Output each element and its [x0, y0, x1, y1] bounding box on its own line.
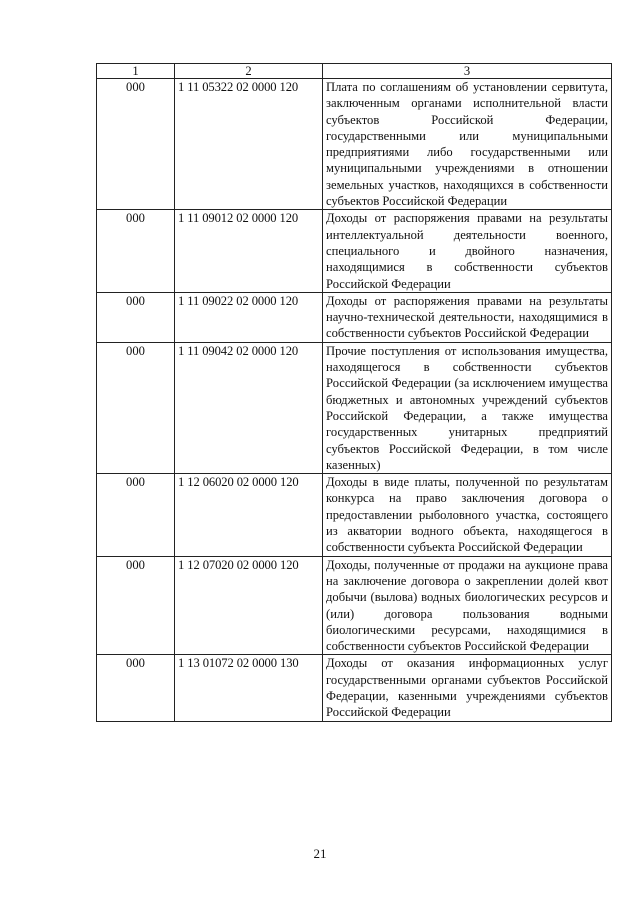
table-row — [97, 79, 612, 210]
table-row — [97, 556, 612, 655]
income-description-cell: Доходы, полученные от продажи на аукционе права на заключение договора о закреплении долей квот добычи (вылова) водных биологических ресурсов и (или) договора пользования водными биологическими ресурсами, находящимися в собственности субъектов Российской Федерации — [323, 556, 612, 655]
income-description-cell: Доходы от распоряжения правами на результаты интеллектуальной деятельности военного, специального и двойного назначения, находящимися в собственности субъектов Российской Федерации — [323, 210, 612, 292]
admin-code-cell: 000 — [97, 474, 175, 556]
budget-code-cell: 1 11 05322 02 0000 120 — [175, 79, 323, 210]
table-row — [97, 210, 612, 292]
budget-code-cell: 1 12 07020 02 0000 120 — [175, 556, 323, 655]
page-number: 21 — [313, 846, 327, 861]
budget-code-cell: 1 11 09012 02 0000 120 — [175, 210, 323, 292]
table-row — [97, 474, 612, 556]
budget-code-cell: 1 12 06020 02 0000 120 — [175, 474, 323, 556]
table-header-row — [97, 64, 612, 79]
column-header-3: 3 — [323, 64, 612, 79]
admin-code-cell: 000 — [97, 556, 175, 655]
budget-code-cell: 1 11 09042 02 0000 120 — [175, 342, 323, 473]
admin-code-cell: 000 — [97, 79, 175, 210]
column-header-1: 1 — [97, 64, 175, 79]
income-description-cell: Доходы в виде платы, полученной по результатам конкурса на право заключения договора о предоставлении рыболовного участка, состоящего из акватории водного объекта, находящегося в собственности субъекта Российской Федерации — [323, 474, 612, 556]
admin-code-cell: 000 — [97, 342, 175, 473]
income-description-cell: Доходы от оказания информационных услуг государственными органами субъектов Российской Федерации, казенными учреждениями субъектов Российской Федерации — [323, 655, 612, 721]
column-header-2: 2 — [175, 64, 323, 79]
table-row — [97, 292, 612, 342]
admin-code-cell: 000 — [97, 655, 175, 721]
income-codes-table — [96, 63, 612, 722]
budget-code-cell: 1 13 01072 02 0000 130 — [175, 655, 323, 721]
table-row — [97, 655, 612, 721]
table-row — [97, 342, 612, 473]
income-description-cell: Плата по соглашениям об установлении сервитута, заключенным органами исполнительной власти субъектов Российской Федерации, государственными или муниципальными предприятиями либо государственными или муниципальными учреждениями в отношении земельных участков, находящихся в собственности субъектов Российской Федерации — [323, 79, 612, 210]
admin-code-cell: 000 — [97, 292, 175, 342]
income-description-cell: Доходы от распоряжения правами на результаты научно-технической деятельности, находящимися в собственности субъектов Российской Федерации — [323, 292, 612, 342]
income-description-cell: Прочие поступления от использования имущества, находящегося в собственности субъектов Российской Федерации (за исключением имущества бюджетных и автономных учреждений субъектов Российской Федерации, а также имущества государственных унитарных предприятий субъектов Российской Федерации, в том числе казенных) — [323, 342, 612, 473]
admin-code-cell: 000 — [97, 210, 175, 292]
budget-code-cell: 1 11 09022 02 0000 120 — [175, 292, 323, 342]
